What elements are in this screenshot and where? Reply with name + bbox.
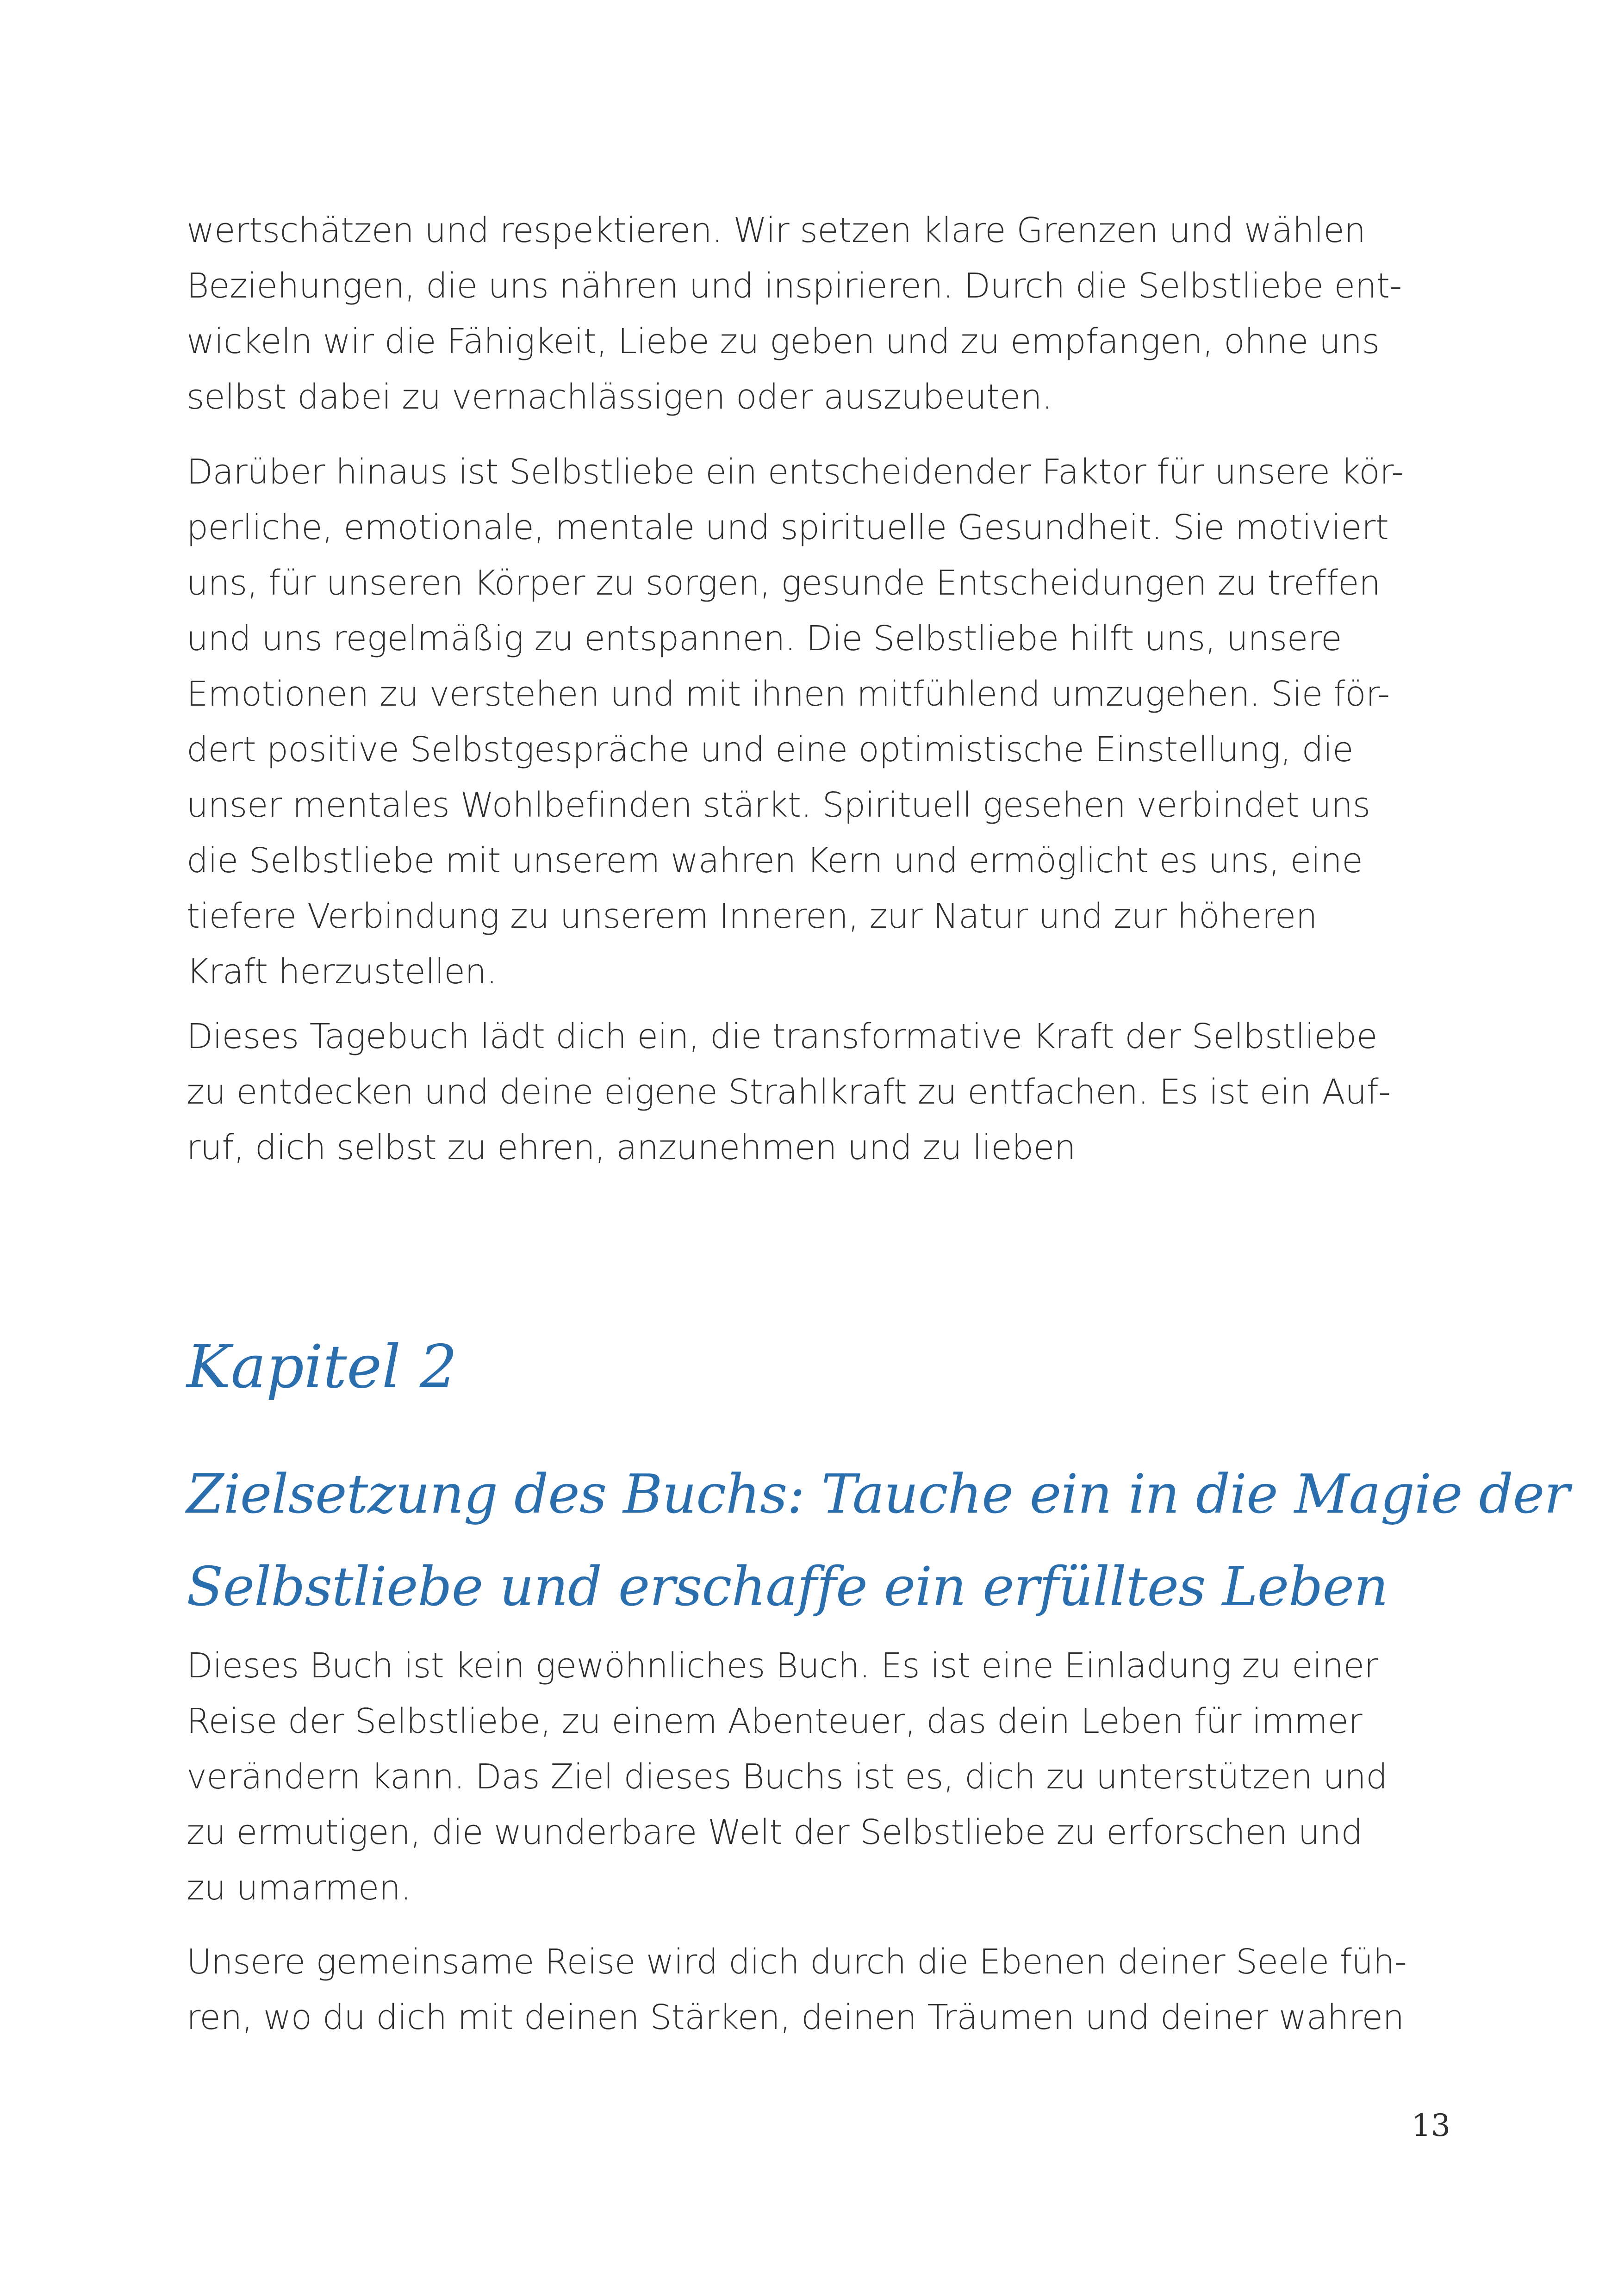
text-line: Kraft herzustellen.: [187, 952, 497, 992]
text-line: zu ermutigen, die wunderbare Welt der Selbstliebe zu erforschen und: [187, 1812, 1363, 1852]
text-line: selbst dabei zu vernachlässigen oder auszubeuten.: [187, 377, 1053, 417]
paragraph-tagebuch: [187, 1009, 1445, 1175]
text-line: die Selbstliebe mit unserem wahren Kern und ermöglicht es uns, eine: [187, 841, 1363, 881]
text-line: und uns regelmäßig zu entspannen. Die Selbstliebe hilft uns, unsere: [187, 619, 1342, 658]
paragraph-selbstliebe-beziehungen: [187, 203, 1445, 425]
paragraph-reise: [187, 1934, 1445, 2045]
text-line: Dieses Buch ist kein gewöhnliches Buch. Es ist eine Einladung zu einer: [187, 1646, 1378, 1686]
text-line: perliche, emotionale, mentale und spirituelle Gesundheit. Sie motiviert: [187, 508, 1389, 547]
chapter-label: Kapitel 2: [187, 1333, 458, 1402]
chapter-title-line: Selbstliebe und erschaffe ein erfülltes Leben: [187, 1556, 1388, 1618]
chapter-title: [187, 1448, 1569, 1633]
text-line: dert positive Selbstgespräche und eine optimistische Einstellung, die: [187, 730, 1354, 769]
paragraph-buch-einladung: [187, 1638, 1445, 1916]
text-line: wertschätzen und respektieren. Wir setzen klare Grenzen und wählen: [187, 211, 1366, 250]
text-line: ruf, dich selbst zu ehren, anzunehmen und zu lieben: [187, 1128, 1076, 1167]
text-line: tiefere Verbindung zu unserem Inneren, zur Natur und zur höheren: [187, 896, 1318, 936]
text-line: Beziehungen, die uns nähren und inspirieren. Durch die Selbstliebe ent-: [187, 266, 1402, 306]
text-line: zu umarmen.: [187, 1868, 411, 1908]
page-number: 13: [1412, 2108, 1450, 2143]
text-line: Reise der Selbstliebe, zu einem Abenteuer, das dein Leben für immer: [187, 1701, 1363, 1741]
text-line: Darüber hinaus ist Selbstliebe ein entscheidender Faktor für unsere kör-: [187, 452, 1404, 492]
paragraph-gesundheit: [187, 444, 1445, 999]
text-line: zu entdecken und deine eigene Strahlkraft zu entfachen. Es ist ein Auf-: [187, 1072, 1391, 1112]
text-line: Unsere gemeinsame Reise wird dich durch die Ebenen deiner Seele füh-: [187, 1942, 1407, 1982]
text-line: wickeln wir die Fähigkeit, Liebe zu geben und zu empfangen, ohne uns: [187, 322, 1380, 361]
text-line: unser mentales Wohlbefinden stärkt. Spirituell gesehen verbindet uns: [187, 785, 1370, 825]
text-line: Dieses Tagebuch lädt dich ein, die transformative Kraft der Selbstliebe: [187, 1017, 1377, 1056]
text-line: ren, wo du dich mit deinen Stärken, deinen Träumen und deiner wahren: [187, 1998, 1404, 2037]
text-line: Emotionen zu verstehen und mit ihnen mitfühlend umzugehen. Sie för-: [187, 674, 1390, 714]
chapter-title-line: Zielsetzung des Buchs: Tauche ein in die Magie der: [187, 1463, 1569, 1526]
text-line: verändern kann. Das Ziel dieses Buchs ist es, dich zu unterstützen und: [187, 1757, 1388, 1797]
text-line: uns, für unseren Körper zu sorgen, gesunde Entscheidungen zu treffen: [187, 563, 1381, 603]
